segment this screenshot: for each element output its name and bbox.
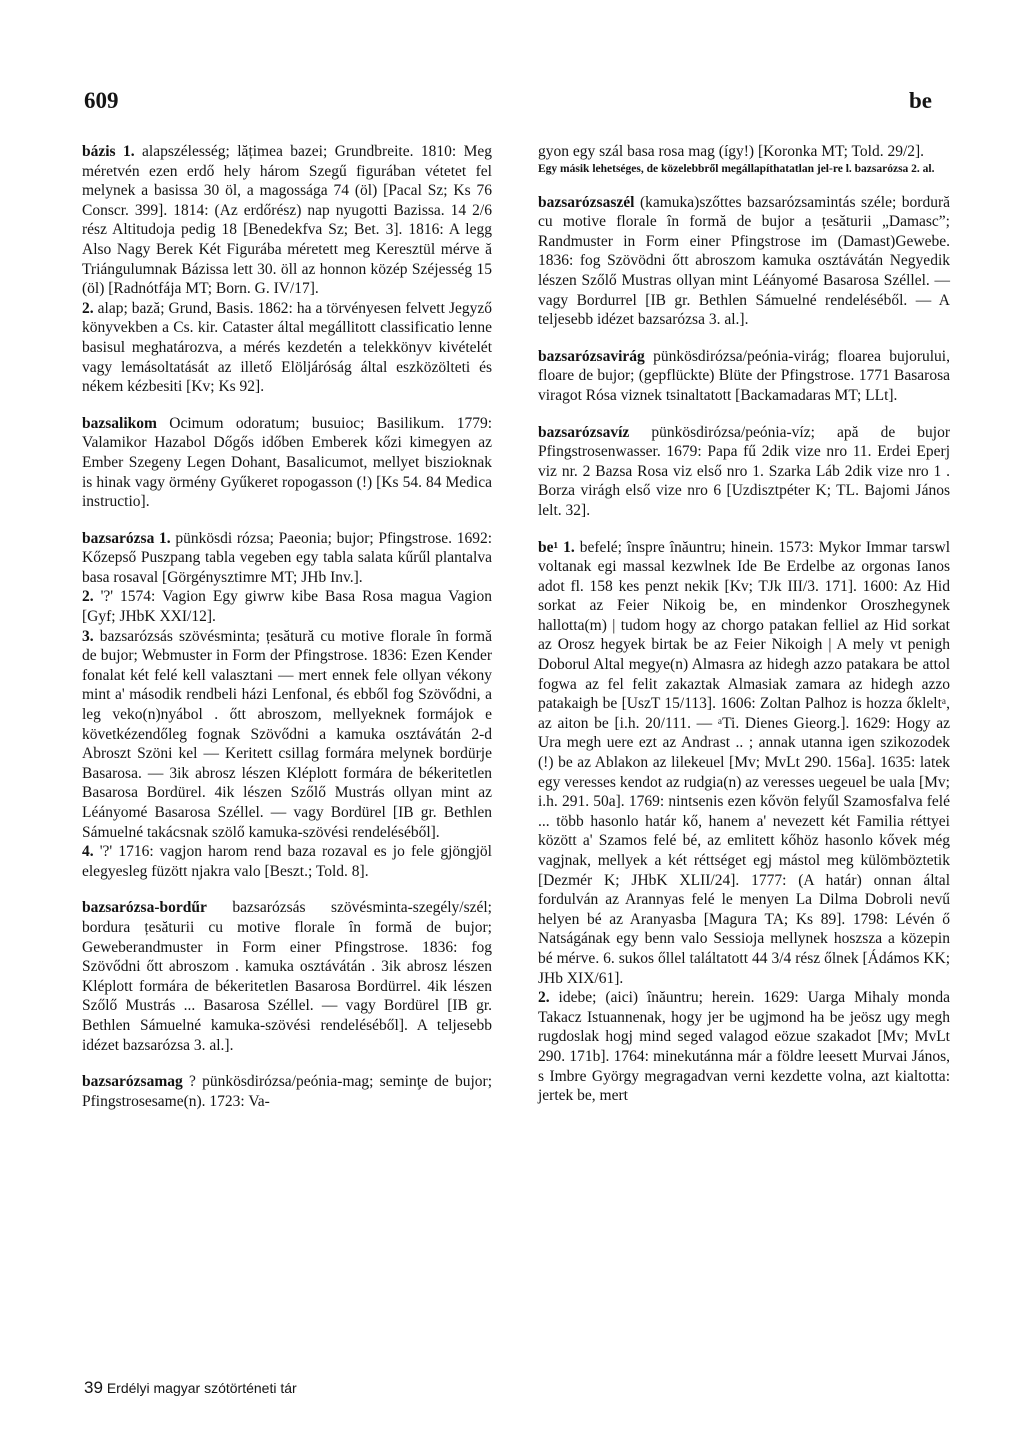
sense-text: bazsarózsás szövésminta; țesătură cu motive florale în formă de bujor; Webmuster in Form der Pfingstrose. 1836: Ezen Kender fonalat két felé kell valasztani — mert ennek fele ollyan vékony mint a' második rendbeli házi Lenfonal, és ebből fog Szövődni, a leg veko(n)nyábol . őtt abroszom, mellyeknek formájok e követkézendőleg fognak Szövődni a kamuka osztávátán 2-d Abroszt Szöni kel — Keritett csillag formára melynek bordürje Basarosa. — 3ik abrosz lészen Kléplott formára de békeritetlen Basarosa Bordürel. 4ik lészen Szőlő Mustrás ollyan mint az Léányomé Basarosa Széllel. — vagy Bordürel [IB gr. Bethlen Sámuelné takácsnak szölő kamuka-szövési rendeléséből].	[82, 627, 492, 841]
entry-paragraph	[82, 299, 492, 397]
running-head: be	[909, 88, 932, 113]
entry-paragraph	[82, 842, 492, 881]
entry-paragraph	[82, 529, 492, 588]
dictionary-entry	[538, 347, 950, 406]
sense-number: 2.	[82, 299, 94, 317]
dictionary-entry	[538, 193, 950, 330]
entry-paragraph	[538, 423, 950, 521]
entry-note: Egy másik lehetséges, de közelebbről megállapíthatatlan jel-re l. bazsarózsa 2. al.	[538, 162, 935, 175]
sense-text: pünkösdirózsa/peónia-virág; floarea bujorului, floare de bujor; (gepflückte) Blüte der Pfingstrose. 1771 Basarosa viragot Rósa viznek tsinaltatott [Backamadaras MT; LLt].	[538, 347, 950, 404]
right-column	[538, 142, 950, 1123]
sense-number: 1.	[123, 143, 135, 160]
entry-paragraph	[82, 627, 492, 843]
dictionary-entry	[538, 142, 950, 176]
entry-paragraph	[82, 587, 492, 626]
sense-number: 2.	[538, 989, 550, 1007]
entry-paragraph	[538, 347, 950, 406]
entry-headword: bazsalikom	[82, 414, 157, 432]
page-number: 609	[84, 88, 119, 113]
entry-headword: bazsarózsamag	[82, 1073, 183, 1091]
sense-number: 1.	[159, 529, 171, 547]
sense-text: pünkösdirózsa/peónia-víz; apă de bujor Pfingstrosenwasser. 1679: Papa fű 2dik vize nro 11. Erdei Eperj viz nr. 2 Bazsa Rosa viz első nro 1. Szarka Láb 2dik vize nro 1 . Borza virágh első vize nro 6 [Uzdisztpéter K; TL. Bajomi János lelt. 32].	[538, 423, 950, 519]
entry-headword: bázis	[82, 143, 116, 160]
sense-text: bazsarózsás szövésminta-szegély/szél; bordura țesăturii cu motive florale în formă de bujor; Geweberandmuster in Form einer Pfingstrose. 1836: fog Szövődni őtt abroszom . kamuka osztávátán . 3ik abrosz lészen Kléplott formára de békeritetlen Basarosa Bordürrel. 4ik lészen Szőlő Mustrás ... Basarosa Széllel. — vagy Bordürel [IB gr. Bethlen Sámuelné kamuka-szövési rendeléséből]. A teljesebb idézet bazsarózsa 3. al.].	[82, 899, 492, 1054]
entry-headword: bazsarózsavíz	[538, 423, 630, 441]
entry-headword: bazsarózsa	[82, 529, 155, 547]
printer-signature	[84, 1378, 297, 1398]
sense-text: gyon egy szál basa rosa mag (így!) [Koronka MT; Told. 29/2].	[538, 143, 925, 160]
entry-headword: be¹	[538, 538, 559, 556]
left-column	[82, 142, 492, 1128]
dictionary-entry	[538, 538, 950, 1106]
entry-paragraph	[538, 988, 950, 1106]
dictionary-entry	[82, 142, 492, 397]
sense-number: 3.	[82, 627, 94, 645]
dictionary-entry	[82, 1072, 492, 1111]
entry-paragraph	[538, 193, 950, 330]
sense-number: 1.	[563, 538, 575, 556]
dictionary-entry	[538, 423, 950, 521]
sense-number: 2.	[82, 588, 94, 606]
sense-text: ? pünkösdirózsa/peónia-mag; seminţe de bujor; Pfingstrosesame(n). 1723: Va-	[82, 1073, 493, 1110]
dictionary-entry	[82, 414, 492, 512]
entry-paragraph	[82, 414, 492, 512]
entry-paragraph	[82, 142, 492, 299]
sense-text: Ocimum odoratum; busuioc; Basilikum. 1779: Valamikor Hazabol Dőgős időben Emberek kőzi kimegyen az Ember Szegeny Legen Dohant, Basalicumot, mellyet biszioknak is hinak vagy örmény Gyűkeret ropogasson (!) [Ks 54. 84 Medica instructio].	[82, 414, 493, 511]
entry-headword: bazsarózsavirág	[538, 347, 645, 365]
sense-text: pünkösdi rózsa; Paeonia; bujor; Pfingstrose. 1692: Kőzepső Puszpang tabla vegeben egy tabla salata kűrűl plantalva basa rosaval [Görgénysztimre MT; JHb Inv.].	[82, 529, 492, 586]
entry-headword: bazsarózsa-bordűr	[82, 899, 207, 917]
entry-paragraph	[538, 538, 950, 989]
sense-text: alapszélesség; lățimea bazei; Grundbreite. 1810: Meg méretvén ezen erdő hely három Szegű figurában vétetet fel melynek a basissa 30 öl, a magossága 74 (öl) [Pacal Sz; Ks 76 Conscr. 399]. 1814: (Az erdőrész) nap nyugotti Bazissa. 14 2/6 rész Altitudoja pedig 18 [Benedekfva Sz; Bet. 3]. 1816: A legg Also Nagy Berek Két Figurába méretett meg Keresztül mérve ă Triángulumnak Bázissa lett 30. öll az honnon közép Széjesség 15 (öl) [Radnótfája MT; Born. G. IV/17].	[82, 143, 492, 298]
dictionary-entry	[82, 898, 492, 1055]
entry-paragraph	[82, 898, 492, 1055]
sense-text: idebe; (aici) înăuntru; herein. 1629: Uarga Mihaly monda Takacz Istuannenak, hogy jer be ugjmond ha be jeösz ugy megh rugdoslak hogj mind seged valagod eözue szakadot [Mv; MvLt 290. 171b]. 1764: minekutánna már a földre leesett Murvai János, s Imbre György megragadvan verni kezdette volna, azt kialtotta: jertek be, mert	[538, 989, 950, 1105]
sense-text: '?' 1716: vagjon harom rend baza rozaval es jo fele gjöngjöl elegyesleg füzött njakra valo [Beszt.; Told. 8].	[82, 843, 492, 880]
sense-text: '?' 1574: Vagion Egy giwrw kibe Basa Rosa magua Vagion [Gyf; JHbK XXI/12].	[82, 588, 492, 626]
signature-number: 39	[84, 1378, 103, 1397]
sense-text: (kamuka)szőttes bazsarózsamintás széle; bordură cu motive florale în formă de bujor a țesăturii „Damasc”; Randmuster in Form einer Pfingstrose im (Damast)Gewebe. 1836: fog Szövödni őtt abroszom kamuka osztávátán Negyedik lészen Szőlő Mustras ollyan mint Léányomé Basarosa Széllel. — vagy Bordurrel [IB gr. Bethlen Sámuelné rendeléséből. — A teljesebb idézet bazsarózsa 3. al.].	[538, 193, 950, 329]
entry-paragraph	[82, 1072, 492, 1111]
sense-text: befelé; înspre înăuntru; hinein. 1573: Mykor Immar tarswl voltanak egi massal kezwlnek Ide Be Erdelbe az orgonas Ianos adot fl. 158 kes penzt nekik [Kv; TJk III/3. 171]. 1600: Az Hid sorkat az Feier Nikoig be, en mindenkor Oroszhegynek hallotta(m) | tudom hogy az chorgo patakan felliel az Hid sorkat az Orosz hegyek birtak be az Feier Nikoigh | A mely vt penigh Doborul Altal megye(n) Almasra az hidegh azzo patakara be attol fogwa az fel felit zakaztak Almasiak zamara az hidegh azzo patakaigh be [UszT 15/113]. 1606: Zoltan Palhoz is hozza őkleltᵃ, az aiton be [i.h. 20/111. — ᵃTi. Dienes Gieorg.]. 1629: Hogy az Ura megh uere ezt az Andrast .. ; annak utanna igen szikozodek (!) be az Ablakon az lilekeuel [Mv; MvLt 290. 156a]. 1635: latek egy veresses kendot az rudgia(n) az veresses uegeuel be uala [Mv; i.h. 291. 50a]. 1769: nintsenis ezen kővön felyűl Szamosfalva felé ... több hasonlo határ kő, hanem a' nevezett két Familia réttyei között a' Szamos felé bé, az emlitett kőhöz hasonlo kővek még vagjnak, mellyek a két réttséget egj mástol meg külömböztetik [Dezmér K; JHbK XLII/24]. 1777: (A határ) onnan által fordulván az Arannyas felé le menyen La Dilma Dobroli nevű helyen bé az Aranyasba [Magura TA; Ks 89]. 1798: Lévén ő Natságának egy benn valo Sessioja mellynek hoszsza a közepin bé mérve. 6. sukos őllel találtatott 44 3/4 rész őlnek [Ádámos KK; JHb XIX/61].	[538, 538, 951, 987]
signature-title: Erdélyi magyar szótörténeti tár	[106, 1380, 297, 1396]
dictionary-entry	[82, 529, 492, 882]
entry-headword: bazsarózsaszél	[538, 193, 635, 211]
sense-number: 4.	[82, 843, 94, 861]
entry-paragraph	[538, 142, 950, 162]
sense-text: alap; bază; Grund, Basis. 1862: ha a törvényesen felvett Jegyző könyvekben a Cs. kir. Cataster által megállitott classificatio lenne basisul meghatározva, a mérés kezdetén a telekkönyv kivételét vagy lemásoltatását az illető Elöljáróság által eszközölteti és nékem kézbesiti [Kv; Ks 92].	[82, 299, 492, 396]
